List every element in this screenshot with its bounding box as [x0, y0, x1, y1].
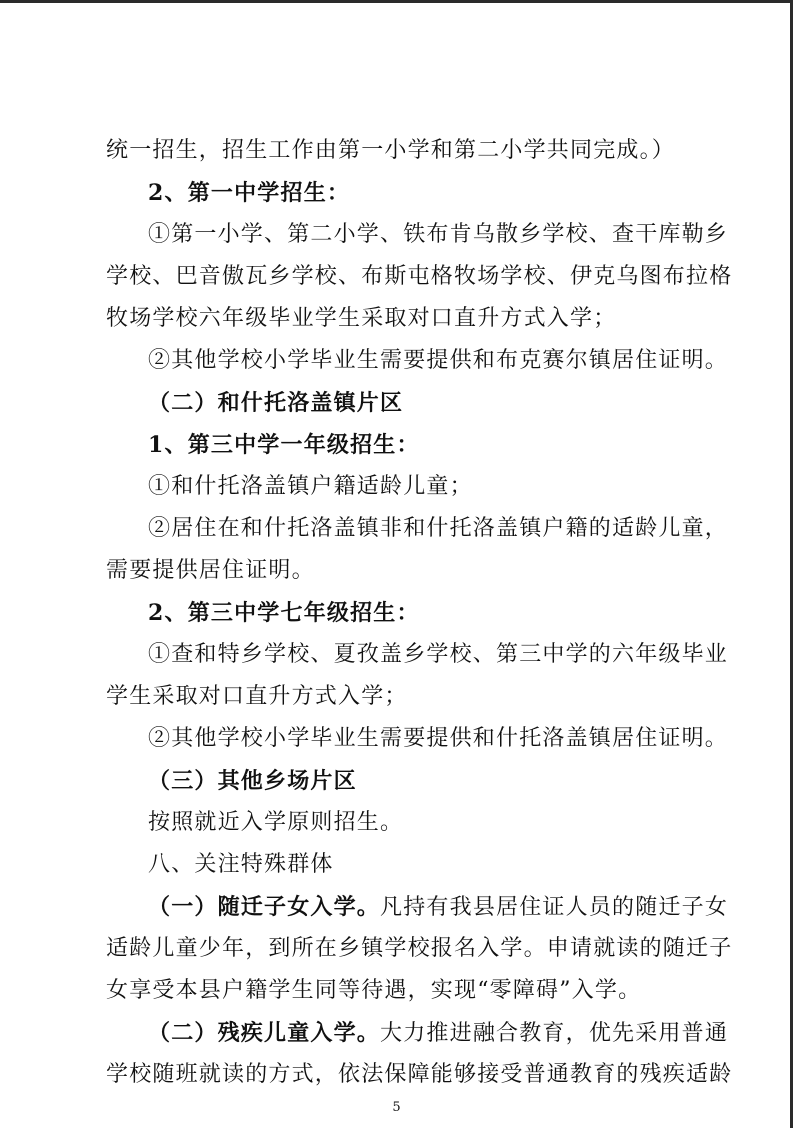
scan-border-top — [0, 0, 793, 3]
page-number: 5 — [392, 1100, 401, 1115]
section-heading: 2、第三中学七年级招生： — [148, 600, 420, 626]
text-line: 适龄儿童少年，到所在乡镇学校报名入学。申请就读的随迁子 — [106, 936, 733, 961]
paragraph-heading: （一）随迁子女入学。 — [148, 894, 381, 920]
paragraph-line — [148, 1020, 748, 1047]
text-line: ②其他学校小学毕业生需要提供和什托洛盖镇居住证明。 — [148, 726, 729, 751]
text-line: ②其他学校小学毕业生需要提供和布克赛尔镇居住证明。 — [148, 348, 729, 373]
section-heading: （二）和什托洛盖镇片区 — [148, 390, 404, 416]
text-line: ①第一小学、第二小学、铁布肯乌散乡学校、查干库勒乡 — [148, 222, 729, 247]
text-line: 需要提供居住证明。 — [106, 558, 315, 583]
section-heading: 1、第三中学一年级招生： — [148, 432, 420, 458]
text-line: 牧场学校六年级毕业学生采取对口直升方式入学； — [106, 306, 617, 331]
section-heading: 2、第一中学招生： — [148, 180, 351, 206]
text-line: 学校随班就读的方式，依法保障能够接受普通教育的残疾适龄 — [106, 1062, 733, 1087]
text-line: ②居住在和什托洛盖镇非和什托洛盖镇户籍的适龄儿童， — [148, 516, 729, 541]
paragraph-heading: （二）残疾儿童入学。 — [148, 1020, 381, 1046]
paragraph-text: 大力推进融合教育，优先采用普通 — [380, 1021, 729, 1046]
paragraph-text: 凡持有我县居住证人员的随迁子女 — [380, 895, 729, 920]
text-line: ①和什托洛盖镇户籍适龄儿童； — [148, 474, 473, 499]
paragraph-line — [148, 894, 748, 921]
text-line: ①查和特乡学校、夏孜盖乡学校、第三中学的六年级毕业 — [148, 642, 729, 667]
text-line: 女享受本县户籍学生同等待遇，实现“零障碍”入学。 — [106, 978, 642, 1003]
text-line: 统一招生，招生工作由第一小学和第二小学共同完成。） — [106, 138, 676, 163]
section-heading: （三）其他乡场片区 — [148, 768, 357, 794]
text-line: 学生采取对口直升方式入学； — [106, 684, 408, 709]
chapter-heading: 八、关注特殊群体 — [148, 852, 334, 877]
text-line: 学校、巴音傲瓦乡学校、布斯屯格牧场学校、伊克乌图布拉格 — [106, 264, 733, 289]
text-line: 按照就近入学原则招生。 — [148, 810, 404, 835]
